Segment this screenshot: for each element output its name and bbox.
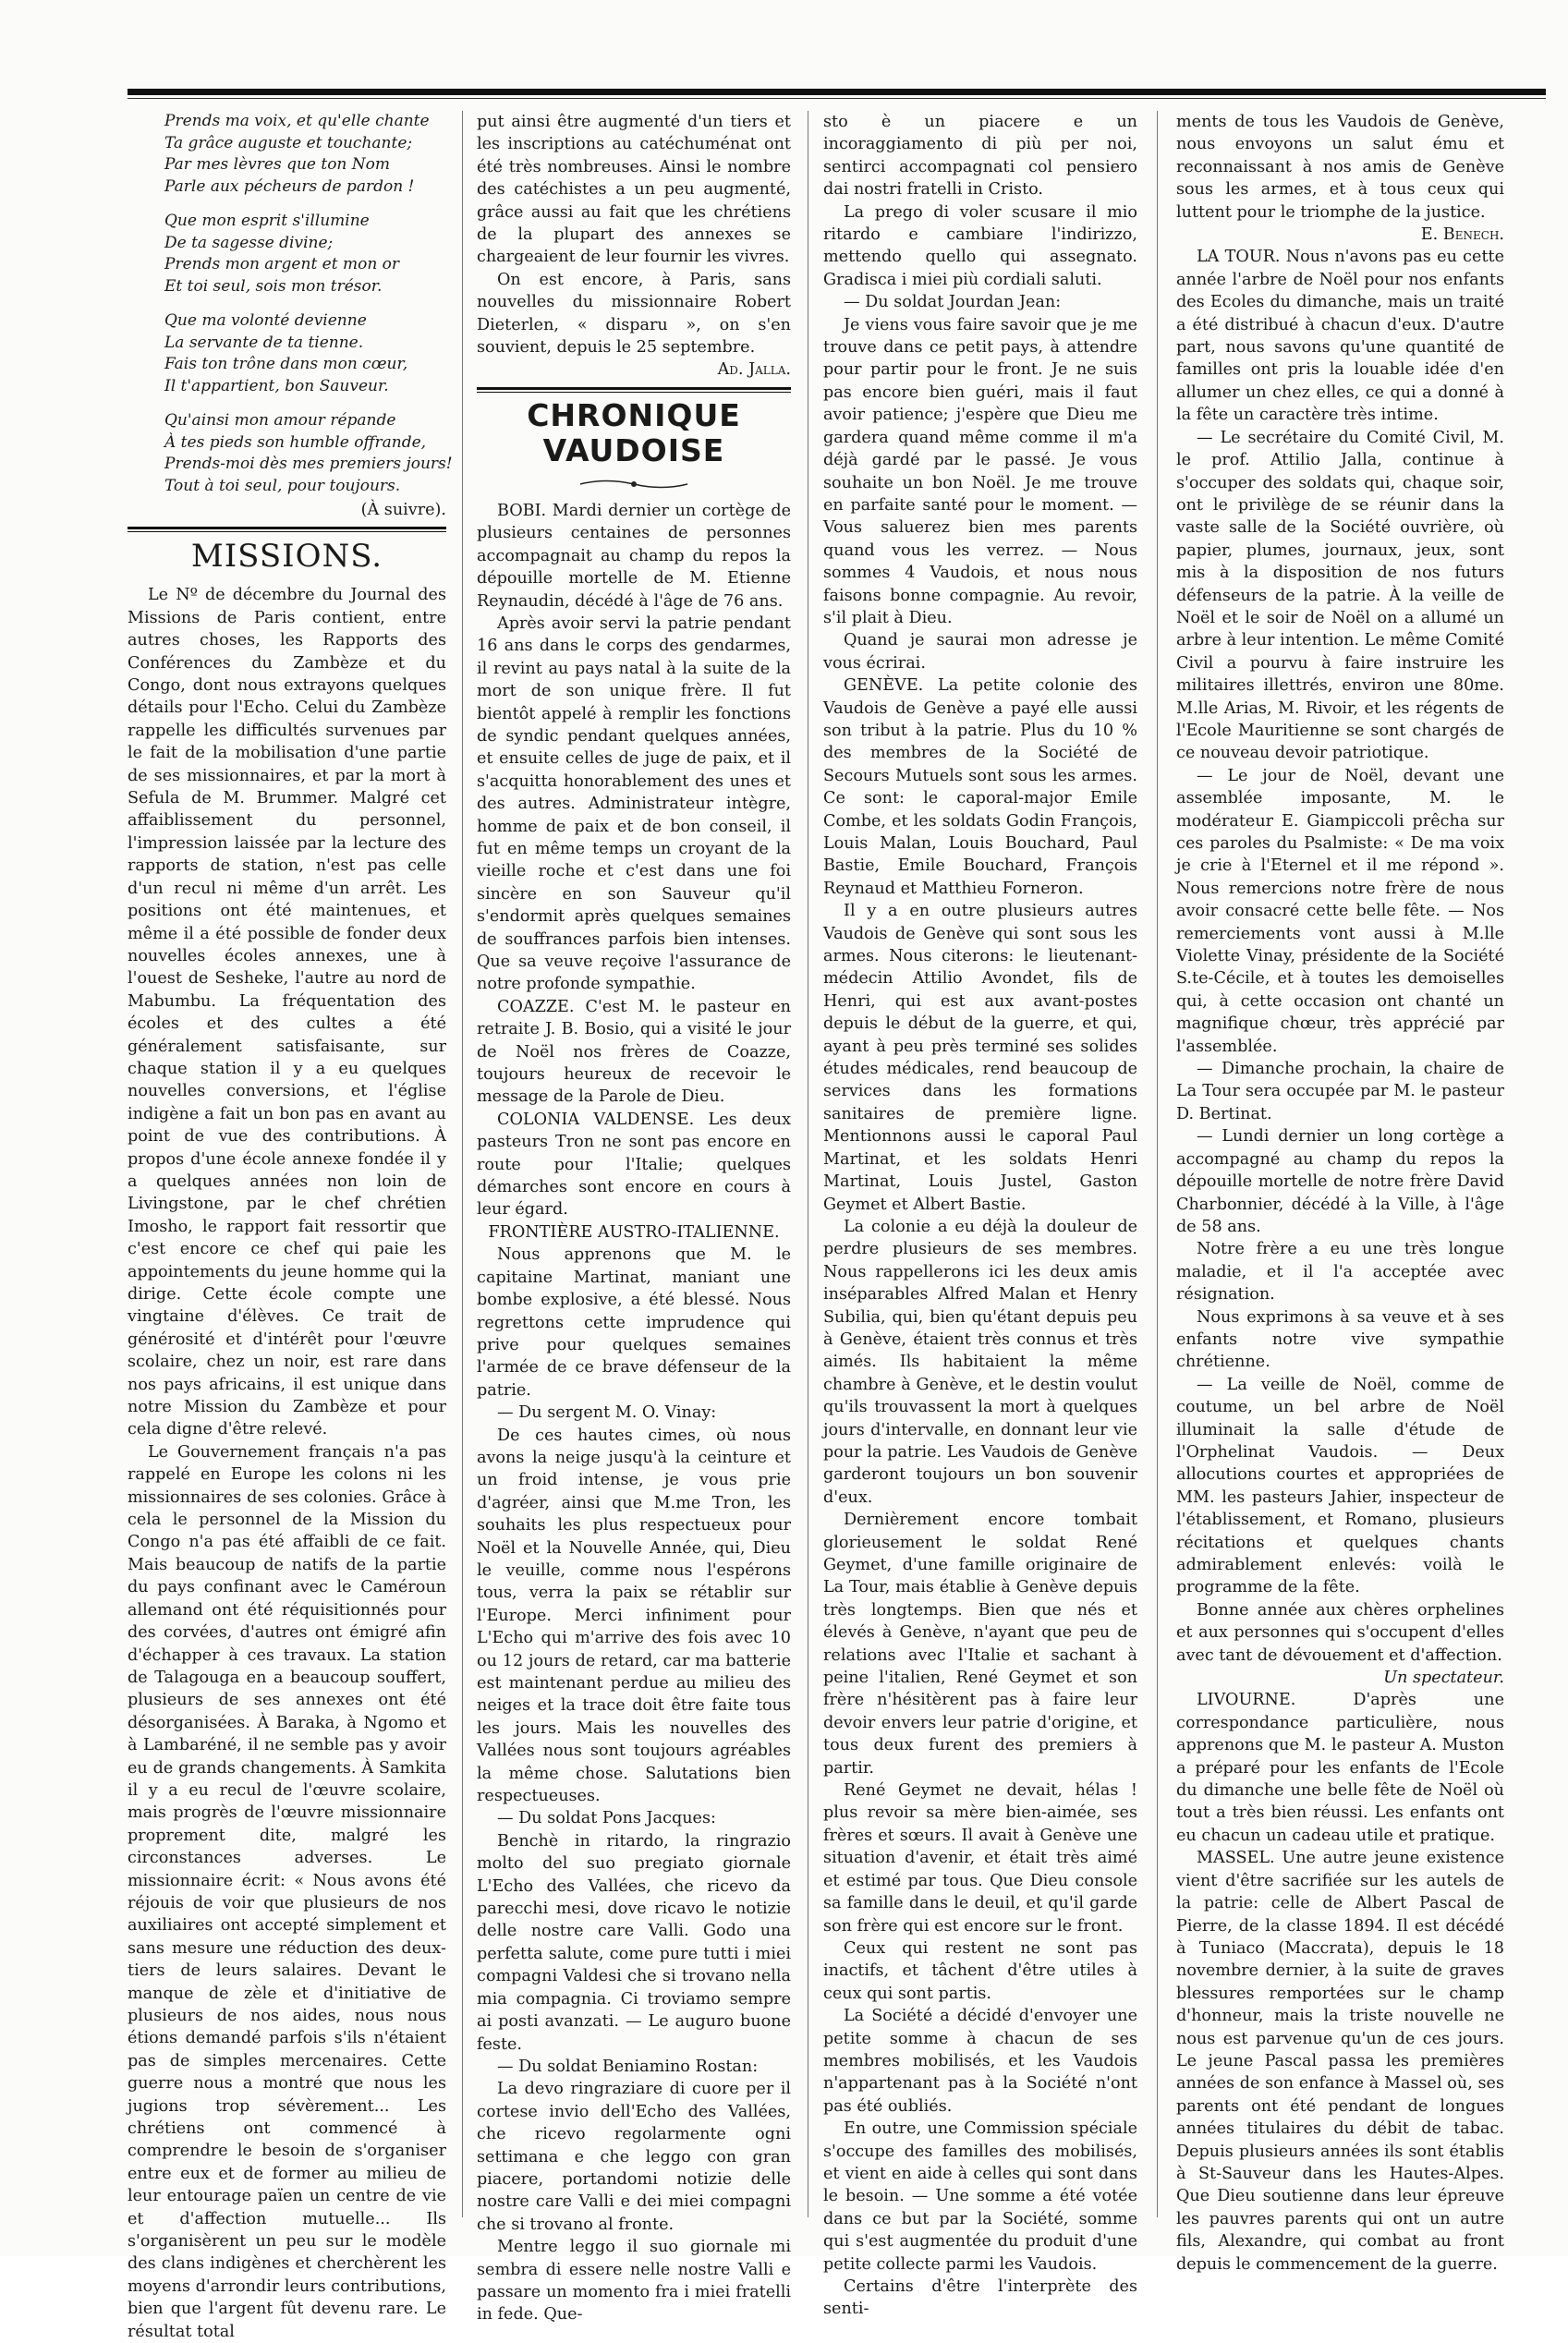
section-rule: [128, 527, 446, 532]
chronique-paragraph: Nous apprenons que M. le capitaine Martinat, maniant une bombe explosive, a été blessé. Nous regrettons cette imprudence qui prive pour quelques semaines l'armée de ce brave défenseur de la patrie.: [477, 1245, 791, 1400]
chronique-paragraph: — Le jour de Noël, devant une assemblée imposante, M. le modérateur E. Giampiccoli prêcha sur ces paroles du Psalmiste: « De ma voix je crie à l'Eternel et il me répond ». Nous remercions notre frère de nous avoir consacré cette belle fête. — Nos remerciements vont aussi à M.lle Violette Vinay, présidente de la Société S.te-Cécile, et à toutes les demoiselles qui, à cette occasion ont chanté un magnifique chœur, très apprécié par l'assemblée.: [1176, 766, 1504, 1056]
poem-line: Parle aux pécheurs de pardon !: [164, 176, 415, 196]
poem-line: Fais ton trône dans mon cœur,: [164, 355, 408, 373]
poem-line: Prends-moi dès mes premiers jours!: [164, 455, 453, 473]
chronique-paragraph: COAZZE. C'est M. le pasteur en retraite J. B. Bosio, qui a visité le jour de Noël nos frères de Coazze, toujours heureux de recevoir le message de la Parole de Dieu.: [477, 997, 791, 1107]
poem-line: À tes pieds son humble offrande,: [164, 432, 427, 452]
chronique-paragraph: Benchè in ritardo, la ringrazio molto del suo pregiato giornale L'Echo des Vallées, che ricevo da parecchi mesi, dove ricavo le notizie delle nostre care Valli. Godo una perfetta salute, come pure tutti i miei compagni Valdesi che si trovano nella mia compagnia. Ci troviamo sempre ai posti avanzati. — Le auguro buone feste.: [477, 1831, 791, 2054]
chronique-paragraph: — Lundi dernier un long cortège a accompagné au champ du repos la dépouille mortelle de notre frère David Charbonnier, décédé à la Ville, à l'âge de 58 ans.: [1176, 1127, 1504, 1236]
author-signature: Un spectateur.: [1383, 1669, 1504, 1688]
header-rule: [128, 89, 1546, 95]
column-separator: [462, 111, 463, 2217]
chronique-paragraph: — Du soldat Jourdan Jean:: [844, 293, 1062, 312]
column-separator: [1157, 111, 1158, 2217]
chronique-paragraph: COLONIA VALDENSE. Les deux pasteurs Tron ne sont pas encore en route pour l'Italie; quelques démarches sont encore en cours à leur égard.: [477, 1110, 791, 1220]
poem-line: Prends mon argent et mon or: [164, 255, 400, 273]
article-paragraph: put ainsi être augmenté d'un tiers et les inscriptions au catéchuménat ont été très nombreuses. Ainsi le nombre des catéchistes a un peu augmenté, grâce aussi au fait que les chrétiens de la plupart des annexes se chargeaient de leur fournir les vivres.: [477, 113, 791, 267]
chronique-paragraph: Notre frère a eu une très longue maladie, et il l'a acceptée avec résignation.: [1176, 1240, 1504, 1305]
chronique-paragraph: En outre, une Commission spéciale s'occupe des familles des mobilisés, et vient en aide à celles qui sont dans le besoin. — Une somme a été votée dans ce but par la Société, somme qui s'est augmentée du produit d'une petite collecte parmi les Vaudois.: [823, 2119, 1137, 2274]
chronique-paragraph: Après avoir servi la patrie pendant 16 ans dans le corps des gendarmes, il revint au pays natal à la suite de la mort de son unique frère. Il fut bientôt appelé à remplir les fonctions de syndic pendant quelques années, et ensuite celles de juge de paix, et il s'acquitta honorablement des unes et des autres. Administrateur intègre, homme de paix et de bon conseil, il fut en même temps un croyant de la vieille roche et c'est dans une foi sincère en son Sauveur qu'il s'endormit après quelques semaines de souffrances parfois bien intenses. Que sa veuve reçoive l'assurance de notre profonde sympathie.: [477, 613, 791, 994]
chronique-paragraph: sto è un piacere e un incoraggiamento di più per noi, sentirci accompagnati col pensiero dai nostri fratelli in Cristo.: [823, 113, 1137, 200]
chronique-paragraph: Il y a en outre plusieurs autres Vaudois de Genève qui sont sous les armes. Nous citerons: le lieutenant-médecin Attilio Avondet, fils de Henri, qui est aux avant-postes depuis le début de la guerre, et qui, ayant à peu près terminé ses solides études médicales, rend beaucoup de services dans les formations sanitaires de première ligne. Mentionnons aussi le caporal Paul Martinat, et les soldats Henri Martinat, Louis Justel, Gaston Geymet et Albert Bastie.: [823, 902, 1137, 1214]
author-signature: Ad. Jalla.: [717, 360, 791, 380]
chronique-paragraph: Dernièrement encore tombait glorieusement le soldat René Geymet, d'une famille originaire de La Tour, mais établie à Genève depuis très longtemps. Bien que nés et élevés à Genève, n'ayant que peu de relations avec l'Italie et sachant à peine l'italien, René Geymet et son frère n'hésitèrent pas à faire leur devoir envers leur patrie d'origine, et tous deux furent des premiers à partir.: [823, 1511, 1137, 1778]
poem: [128, 111, 453, 497]
chronique-paragraph: Je viens vous faire savoir que je me trouve dans ce petit pays, à attendre pour partir pour le front. Je ne suis pas encore bien guéri, mais il faut avoir patience; j'espère que Dieu me gardera quand même comme il m'a déjà gardé par le passé. Je vous souhaite un bon Noël. Je me trouve en parfaite santé pour le moment. — Vous saluerez bien mes parents quand vous les verrez. — Nous sommes 4 Vaudois, et nous nous faisons bonne compagnie. Au revoir, s'il plait à Dieu.: [823, 315, 1137, 627]
chronique-paragraph: René Geymet ne devait, hélas ! plus revoir sa mère bien-aimée, ses frères et sœurs. Il avait à Genève une situation d'avenir, et était très aimé et estimé par tous. Que Dieu console sa famille dans le deuil, et qu'il garde son frère qui est encore sur le front.: [823, 1781, 1137, 1936]
chronique-paragraph: Nous exprimons à sa veuve et à ses enfants notre vive sympathie chrétienne.: [1176, 1307, 1504, 1372]
chronique-paragraph: Quand je saurai mon adresse je vous écrirai.: [823, 631, 1137, 673]
chronique-paragraph: Certains d'être l'interprète des senti-: [823, 2277, 1137, 2319]
chronique-paragraph: LIVOURNE. D'après une correspondance particulière, nous apprenons que M. le pasteur A. Muston a préparé pour les enfants de l'Ecole du dimanche une belle fête de Noël où tout a très bien réussi. Les enfants ont eu chacun un cadeau utile et pratique.: [1176, 1691, 1504, 1845]
poem-stanza: [164, 211, 446, 297]
poem-line: De ta sagesse divine;: [164, 233, 334, 252]
chronique-paragraph: — Dimanche prochain, la chaire de La Tour sera occupée par M. le pasteur D. Bertinat.: [1176, 1060, 1504, 1123]
chronique-heading: CHRONIQUE VAUDOISE: [527, 396, 741, 468]
chronique-paragraph: La prego di voler scusare il mio ritardo e cambiare l'indirizzo, mettendo quello qui assegnato. Gradisca i miei più cordiali saluti.: [823, 202, 1137, 289]
chronique-paragraph: BOBI. Mardi dernier un cortège de plusieurs centaines de personnes accompagnait au champ du repos la dépouille mortelle de M. Etienne Reynaudin, décédé à l'âge de 76 ans.: [477, 501, 791, 611]
column-2: [477, 111, 791, 2325]
poem-line: Que mon esprit s'illumine: [164, 212, 370, 230]
poem-line: La servante de ta tienne.: [164, 333, 364, 352]
poem-line: Que ma volonté devienne: [164, 311, 367, 330]
chronique-paragraph: ments de tous les Vaudois de Genève, nous envoyons un salut ému et reconnaissant à nos amis de Genève sous les armes, et à tous ceux qui luttent pour le triomphe de la justice.: [1176, 113, 1504, 222]
chronique-paragraph: GENÈVE. La petite colonie des Vaudois de Genève a payé elle aussi son tribut à la patrie. Plus du 10 % des membres de la Société de Secours Mutuels sont sous les armes. Ce sont: le caporal-major Emile Combe, et les soldats Godin François, Louis Malan, Louis Bouchard, Paul Bastie, Emile Bouchard, François Reynaud et Matthieu Forneron.: [823, 676, 1137, 898]
chronique-paragraph: Mentre leggo il suo giornale mi sembra di essere nelle nostre Valli e passare un momento fra i miei fratelli in fede. Que-: [477, 2238, 791, 2325]
chronique-paragraph: — Le secrétaire du Comité Civil, M. le prof. Attilio Jalla, continue à s'occuper des soldats qui, chaque soir, ont le privilège de se réunir dans la vaste salle de la Société ouvrière, où papier, plumes, journaux, jeux, sont mis à la disposition de nos futurs défenseurs de la patrie. À la veille de Noël et le soir de Noël on a allumé un arbre à leur intention. Le même Comité Civil a pourvu à faire instruire les militaires illettrés, environ une 80me. M.lle Arias, M. Rivoir, et les régents de l'Ecole Mauritienne se sont chargés de ce nouveau devoir patriotique.: [1176, 428, 1504, 763]
poem-stanza: [164, 410, 453, 497]
chronique-paragraph: La colonie a eu déjà la douleur de perdre plusieurs de ses membres. Nous rappellerons ici les deux amis inséparables Alfred Malan et Henry Subilia, qui, bien qu'étant depuis peu à Genève, étaient très connus et très aimés. Ils habitaient la même chambre à Genève, et le destin voulut qu'ils trouvassent la mort à quelques jours d'intervalle, en donnant leur vie pour la patrie. Les Vaudois de Genève garderont toujours un bon souvenir d'eux.: [823, 1217, 1137, 1507]
poem-line: Prends ma voix, et qu'elle chante: [164, 112, 430, 130]
poem-line: Et toi seul, sois mon trésor.: [164, 276, 383, 296]
poem-stanza: [164, 310, 446, 397]
poem-line: Tout à toi seul, pour toujours.: [164, 476, 401, 495]
chronique-paragraph: MASSEL. Une autre jeune existence vient d'être sacrifiée sur les autels de la patrie: celle de Albert Pascal de Pierre, de la classe 1894. Il est décédé à Tuniaco (Maccrata), depuis le 18 novembre dernier, à la suite de graves blessures remportées sur le champ d'honneur, mais la triste nouvelle ne nous est parvenue qu'un de ces jours. Le jeune Pascal passa les premières années de son enfance à Massel où, ses parents ont été pendant de longues années titulaires du débit de tabac. Depuis plusieurs années ils sont établis à St-Sauveur dans les Hautes-Alpes. Que Dieu soutienne dans leur épreuve les pauvres parents qui ont un autre fils, Alexandre, qui combat au front depuis le commencement de la guerre.: [1176, 1849, 1504, 2274]
poem-line: Il t'appartient, bon Sauveur.: [164, 376, 389, 395]
column-1: [128, 111, 453, 2341]
chronique-paragraph: La devo ringraziare di cuore per il cortese invio dell'Echo des Vallées, che ricevo regolarmente ogni settimana e che leggo con gran piacere, portandomi notizie delle nostre care Valli e dei miei compagni che si trovano al fronte.: [477, 2080, 791, 2234]
poem-line: Par mes lèvres que ton Nom: [164, 155, 391, 174]
missions-paragraph: Le Gouvernement français n'a pas rappelé en Europe les colons ni les missionnaires de ses colonies. Grâce à cela le personnel de la Mission du Congo n'a pas été affaibli de ce fait. Mais beaucoup de natifs de la partie du pays confinant avec le Caméroun allemand ont été réquisitionnés pour des corvées, d'autres ont émigré afin d'échapper à ces travaux. La station de Talagouga en a beaucoup souffert, plusieurs de ses annexes ont été désorganisées. À Baraka, à Ngomo et à Lambaréné, il ne semble pas y avoir eu de grands changements. À Samkita il y a eu recul de l'œuvre scolaire, mais progrès de l'œuvre missionnaire proprement dite, malgré les circonstances adverses. Le missionnaire écrit: « Nous avons été réjouis de voir que plusieurs de nos auxiliaires ont accepté simplement et sans mesure une réduction des deux-tiers de leurs salaires. Devant le manque de zèle et d'initiative de plusieurs de nos aides, nous nous étions demandé parfois s'ils n'étaient pas de simples mercenaires. Cette guerre nous a montré que nous les jugions trop sévèrement... Les chrétiens ont commencé à comprendre le besoin de s'organiser entre eux et de former au milieu de leur entourage païen un centre de vie et d'affection mutuelle... Ils s'organisèrent un peu sur le modèle des clans indigènes et cherchèrent les moyens d'arrondir leurs contributions, bien que l'argent fût devenu rare. Le résultat total: [128, 1442, 446, 2341]
chronique-paragraph: Bonne année aux chères orphelines et aux personnes qui s'occupent d'elles avec tant de dévouement et d'affection.: [1176, 1600, 1504, 1665]
chronique-paragraph: — Du soldat Beniamino Rostan:: [497, 2057, 759, 2076]
header-rule-thin: [128, 98, 1546, 99]
column-4: [1176, 111, 1504, 2274]
chronique-paragraph: La Société a décidé d'envoyer une petite somme à chacun de ses membres mobilisés, et les Vaudois n'appartenant pas à la Société n'ont pas été oubliés.: [823, 2007, 1137, 2116]
chronique-paragraph: LA TOUR. Nous n'avons pas eu cette année l'arbre de Noël pour nos enfants des Ecoles du dimanche, mais un traité a été distribué à chacun d'eux. D'autre part, nous savons qu'une quantité de familles ont pris la louable idée d'en allumer un chez elles, ce qui a donné à la fête un caractère très intime.: [1176, 248, 1504, 425]
missions-paragraph: Le Nº de décembre du Journal des Missions de Paris contient, entre autres choses, les Rapports des Conférences du Zambèze et du Congo, dont nous extrayons quelques détails pour l'Echo. Celui du Zambèze rappelle les difficultés survenues par le fait de la mobilisation d'une partie de ses missionnaires, et par la mort à Sefula de M. Brummer. Malgré cet affaiblissement du personnel, l'impression laissée par la lecture des rapports de station, n'est pas celle d'un recul ni même d'un arrêt. Les positions ont été maintenues, et même il a été possible de fonder deux nouvelles écoles annexes, une à l'ouest de Sesheke, l'autre au nord de Mabumbu. La fréquentation des écoles et des cultes a été généralement satisfaisante, sur chaque station il y a eu quelques nouvelles conversions, et l'église indigène a fait un bon pas en avant au point de vue des contributions. À propos d'une école annexe fondée il y a quelques années non loin de Livingstone, par le chef chrétien Imosho, le rapport fait ressortir que c'est encore ce chef qui paie les appointements du jeune homme qui la dirige. Cette école compte une vingtaine d'élèves. Ce trait de générosité et d'intérêt pour l'œuvre scolaire, chez un noir, est rare dans nos pays africains, il est unique dans notre Mission du Zambèze et pour cela digne d'être relevé.: [128, 586, 446, 1439]
author-signature: E. Benech.: [1420, 225, 1504, 245]
missions-heading: MISSIONS.: [190, 538, 383, 576]
chronique-paragraph: Ceux qui restent ne sont pas inactifs, et tâchent d'être utiles à ceux qui sont partis.: [823, 1938, 1137, 2003]
flourish-ornament: [578, 478, 689, 491]
column-3: [823, 111, 1137, 2319]
article-paragraph: On est encore, à Paris, sans nouvelles du missionnaire Robert Dieterlen, « disparu », on s'en souvient, depuis le 25 septembre.: [477, 270, 791, 358]
chronique-paragraph: — Du soldat Pons Jacques:: [497, 1809, 716, 1828]
chronique-subheading: FRONTIÈRE AUSTRO-ITALIENNE.: [488, 1222, 780, 1242]
poem-stanza: [164, 111, 446, 198]
ornament: [477, 478, 791, 494]
poem-line: Ta grâce auguste et touchante;: [164, 133, 413, 152]
chronique-paragraph: — Du sergent M. O. Vinay:: [497, 1403, 717, 1423]
chronique-paragraph: De ces hautes cimes, où nous avons la neige jusqu'à la ceinture et un froid intense, je vous prie d'agréer, ainsi que M.me Tron, les souhaits les plus respectueux pour Noël et la Nouvelle Année, qui, Dieu le veuille, comme nous l'espérons tous, verra la paix se rétablir sur l'Europe. Merci infiniment pour L'Echo qui m'arrive des fois avec 10 ou 12 jours de retard, car ma batterie est maintenant perdue au milieu des neiges et la trace doit être faite tous les jours. Mais les nouvelles des Vallées nous sont toujours agréables la même chose. Salutations bien respectueuses.: [477, 1426, 791, 1806]
continuation-note: (À suivre).: [360, 501, 446, 519]
section-rule: [477, 387, 791, 393]
poem-line: Qu'ainsi mon amour répande: [164, 411, 396, 430]
chronique-paragraph: — La veille de Noël, comme de coutume, un bel arbre de Noël illuminait la salle d'étude de l'Orphelinat Vaudois. — Deux allocutions courtes et appropriées de MM. les pasteurs Jahier, inspecteur de l'établissement, et Romano, plusieurs récitations et quelques chants admirablement enlevés: voilà le programme de la fête.: [1176, 1375, 1504, 1597]
